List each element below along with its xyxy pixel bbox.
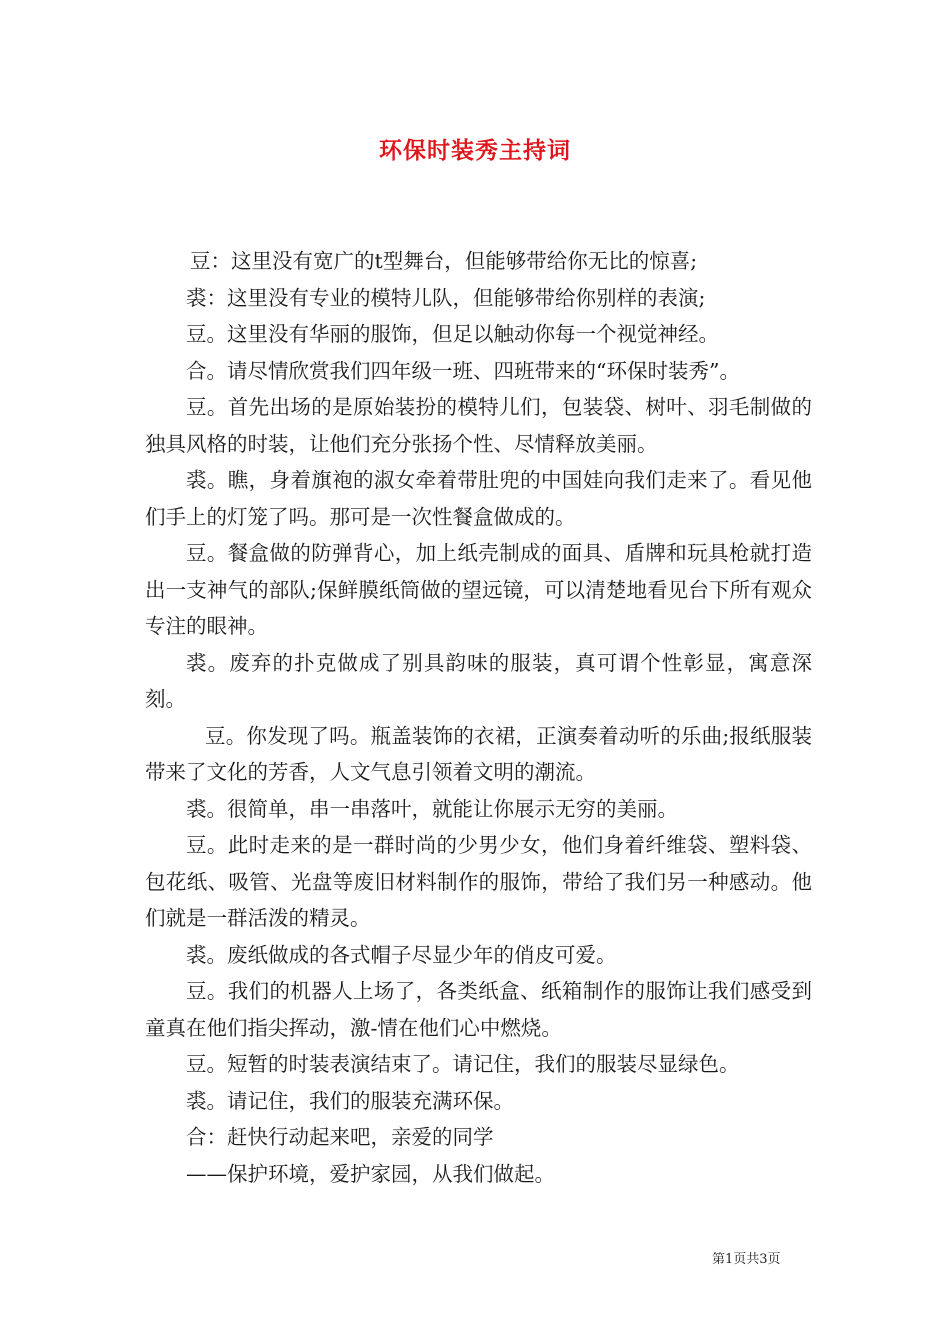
paragraph: 豆。我们的机器人上场了，各类纸盒、纸箱制作的服饰让我们感受到童真在他们指尖挥动，激-情在他们心中燃烧。: [145, 979, 812, 1040]
page-title: 环保时装秀主持词: [379, 137, 571, 164]
paragraph: 豆：这里没有宽广的t型舞台，但能够带给你无比的惊喜;: [190, 249, 698, 273]
page-number-footer: 第1页共3页: [712, 1252, 781, 1267]
paragraph: 裘：这里没有专业的模特儿队，但能够带给你别样的表演;: [186, 285, 706, 310]
document-body: [145, 243, 812, 1192]
paragraph: 裘。请记住，我们的服装充满环保。: [186, 1088, 514, 1113]
paragraph: 豆。首先出场的是原始装扮的模特儿们，包装袋、树叶、羽毛制做的独具风格的时装，让他们充分张扬个性、尽情释放美丽。: [145, 395, 812, 456]
paragraph: 裘。很简单，串一串落叶，就能让你展示无穷的美丽。: [186, 796, 678, 821]
paragraph: ——保护环境，爱护家园，从我们做起。: [186, 1161, 555, 1186]
paragraph: 豆。你发现了吗。瓶盖装饰的衣裙，正演奏着动听的乐曲;报纸服装带来了文化的芳香，人文气息引领着文明的潮流。: [145, 723, 812, 784]
paragraph: 裘。废弃的扑克做成了别具韵味的服装，真可谓个性彰显，寓意深刻。: [145, 650, 812, 711]
paragraph: 豆。这里没有华丽的服饰，但足以触动你每一个视觉神经。: [186, 322, 719, 346]
paragraph: 豆。餐盒做的防弹背心，加上纸壳制成的面具、盾牌和玩具枪就打造出一支神气的部队;保鲜膜纸筒做的望远镜，可以清楚地看见台下所有观众专注的眼神。: [145, 541, 812, 638]
paragraph: 合。请尽情欣赏我们四年级一班、四班带来的“环保时装秀”。: [186, 358, 740, 383]
paragraph: 豆。此时走来的是一群时尚的少男少女，他们身着纤维袋、塑料袋、包花纸、吸管、光盘等废旧材料制作的服饰，带给了我们另一种感动。他们就是一群活泼的精灵。: [145, 833, 812, 930]
paragraph: 豆。短暂的时装表演结束了。请记住，我们的服装尽显绿色。: [186, 1052, 740, 1076]
paragraph: 裘。瞧，身着旗袍的淑女牵着带肚兜的中国娃向我们走来了。看见他们手上的灯笼了吗。那可是一次性餐盒做成的。: [145, 468, 812, 529]
paragraph: 裘。废纸做成的各式帽子尽显少年的俏皮可爱。: [186, 942, 617, 967]
paragraph: 合：赶快行动起来吧，亲爱的同学: [186, 1125, 494, 1149]
